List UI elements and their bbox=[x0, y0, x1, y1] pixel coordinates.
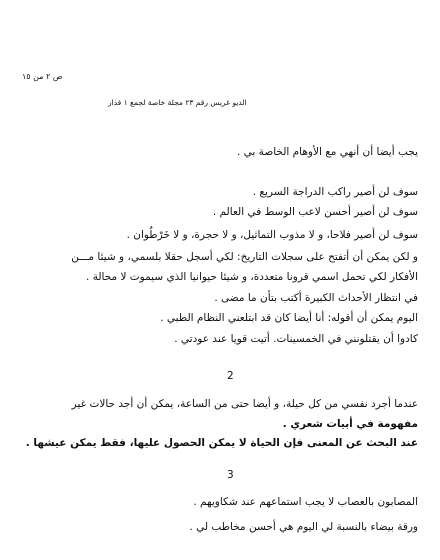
paragraph-line: اليوم يمكن أن أقوله: أنا أيضا كان قد ابتلعني النظام الطبي . bbox=[160, 312, 418, 324]
paragraph-line: المصابون بالعصاب لا يجب استماعهم عند شكاويهم . bbox=[193, 496, 418, 508]
paragraph-line: سوف لن أصير راكب الدراجة السريع . bbox=[252, 186, 418, 198]
paragraph-line: عند البحث عن المعنى فإن الحياة لا يمكن الحصول عليها، فقط يمكن عيشها . bbox=[25, 437, 418, 449]
paragraph-line: سوف لن أصير فلاحا، و لا مذوب التماثيل، و لا حجرة، و لا خَرْطُوان . bbox=[126, 229, 418, 241]
paragraph-line: في انتظار الأحداث الكبيرة أكتب بتأن ما مضى . bbox=[214, 292, 418, 304]
paragraph-line: مفهومة في أبيات شعري . bbox=[282, 418, 418, 430]
paragraph-line: يجب أيضا أن أنهي مع الأوهام الخاصة بي . bbox=[237, 146, 418, 158]
section-number: 3 bbox=[227, 469, 234, 481]
running-header: الديو غريس رقم ٢٣ مجلة خاصة لجمع ١ قذار bbox=[108, 98, 247, 107]
paragraph-line: ورقة بيضاء بالنسبة لي اليوم هي أحسن مخاطب لي . bbox=[189, 521, 418, 533]
paragraph-line: سوف لن أصير أحسن لاعب الوسط في العالم . bbox=[212, 206, 418, 218]
section-number: 2 bbox=[227, 370, 234, 382]
paragraph-line: و لكن يمكن أن أتفتح على سجلات التاريخ: لكي أسجل حقلا بلسمي، و شيئا مـــن bbox=[71, 251, 418, 263]
page-number: ص ٢ من ١٥ bbox=[22, 72, 63, 81]
paragraph-line: عندما أجرد نفسي من كل حيلة، و أيضا حتى من الساعة، يمكن أن أجد حالات غير bbox=[71, 398, 418, 410]
paragraph-line: الأفكار لكي تحمل اسمي قرونا متعددة، و شيئا حيوانيا الذي سيموت لا محالة . bbox=[86, 271, 418, 283]
paragraph-line: كادوا أن يقتلونني في الخمسينات. أتيت قويا عند عودتي . bbox=[174, 333, 418, 345]
